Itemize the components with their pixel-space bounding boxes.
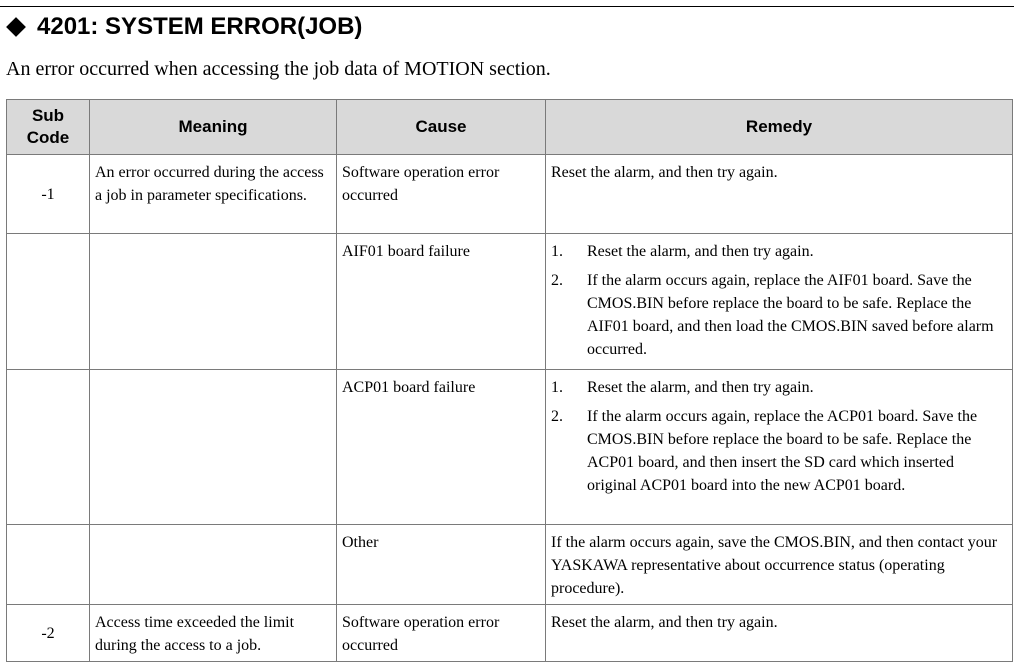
- remedy-cell: [546, 234, 1013, 370]
- cause-cell: [337, 525, 546, 605]
- meaning-text: [90, 370, 336, 380]
- header-subcode: [7, 100, 90, 155]
- remedy-cell: [546, 155, 1013, 234]
- meaning-cell: [90, 155, 337, 234]
- cause-text: Other: [342, 534, 379, 551]
- step-text: If the alarm occurs again, replace the ACP01 board. Save the CMOS.BIN before replace the board to be safe. Replace the ACP01 board, and then insert the SD card which inserted original ACP01 board into the new ACP01 board.: [587, 408, 978, 494]
- remedy-step: [551, 240, 1006, 263]
- step-number: 1.: [551, 243, 563, 260]
- remedy-cell: [546, 370, 1013, 525]
- cause-cell: [337, 155, 546, 234]
- remedy-steps: [546, 370, 1012, 505]
- meaning-cell: [90, 370, 337, 525]
- cause-text: AIF01 board failure: [342, 243, 470, 260]
- subcode-cell: -2: [7, 605, 90, 662]
- table-row: [7, 525, 1013, 605]
- remedy-step: [551, 376, 1006, 399]
- step-number: 2.: [551, 408, 563, 425]
- step-text: Reset the alarm, and then try again.: [587, 243, 814, 260]
- error-table: [6, 99, 1013, 662]
- table-row: [7, 370, 1013, 525]
- meaning-text: [90, 525, 336, 535]
- header-subcode-label: Sub Code: [26, 106, 70, 147]
- cause-cell: [337, 370, 546, 525]
- meaning-cell: [90, 525, 337, 605]
- meaning-cell: [90, 234, 337, 370]
- table-header-row: [7, 100, 1013, 155]
- remedy-step: [551, 405, 1006, 497]
- step-text: If the alarm occurs again, replace the AIF01 board. Save the CMOS.BIN before replace the board to be safe. Replace the AIF01 board, and then load the CMOS.BIN saved before alarm occurred.: [587, 272, 994, 358]
- remedy-cell: [546, 605, 1013, 662]
- table-row: [7, 155, 1013, 234]
- step-number: 2.: [551, 272, 563, 289]
- table-row: [7, 234, 1013, 370]
- meaning-text: Access time exceeded the limit during the access to a job.: [95, 614, 295, 654]
- meaning-text: [90, 234, 336, 244]
- remedy-cell: [546, 525, 1013, 605]
- subcode-cell: [7, 525, 90, 605]
- subcode-cell: [7, 234, 90, 370]
- cause-text: Software operation error occurred: [342, 614, 500, 654]
- cause-text: ACP01 board failure: [342, 379, 476, 396]
- header-meaning: Meaning: [90, 100, 337, 155]
- cause-text: Software operation error occurred: [342, 164, 500, 204]
- subcode-cell: -1: [7, 155, 90, 234]
- step-number: 1.: [551, 379, 563, 396]
- error-description: An error occurred when accessing the job data of MOTION section.: [6, 58, 551, 80]
- cause-cell: [337, 234, 546, 370]
- remedy-text: Reset the alarm, and then try again.: [551, 614, 778, 631]
- section-heading: [6, 12, 362, 42]
- meaning-cell: [90, 605, 337, 662]
- section-title: 4201: SYSTEM ERROR(JOB): [37, 13, 363, 40]
- cause-cell: [337, 605, 546, 662]
- subcode-cell: [7, 370, 90, 525]
- remedy-text: If the alarm occurs again, save the CMOS.BIN, and then contact your YASKAWA representative about occurrence status (operating procedure).: [551, 534, 998, 597]
- header-cause: Cause: [337, 100, 546, 155]
- remedy-text: Reset the alarm, and then try again.: [551, 164, 778, 181]
- header-remedy: Remedy: [546, 100, 1013, 155]
- diamond-bullet-icon: [6, 17, 26, 37]
- remedy-step: [551, 269, 1006, 361]
- remedy-steps: [546, 234, 1012, 369]
- step-text: Reset the alarm, and then try again.: [587, 379, 814, 396]
- meaning-text: An error occurred during the access a job in parameter specifications.: [95, 164, 324, 204]
- top-rule: [0, 6, 1014, 7]
- table-row: [7, 605, 1013, 662]
